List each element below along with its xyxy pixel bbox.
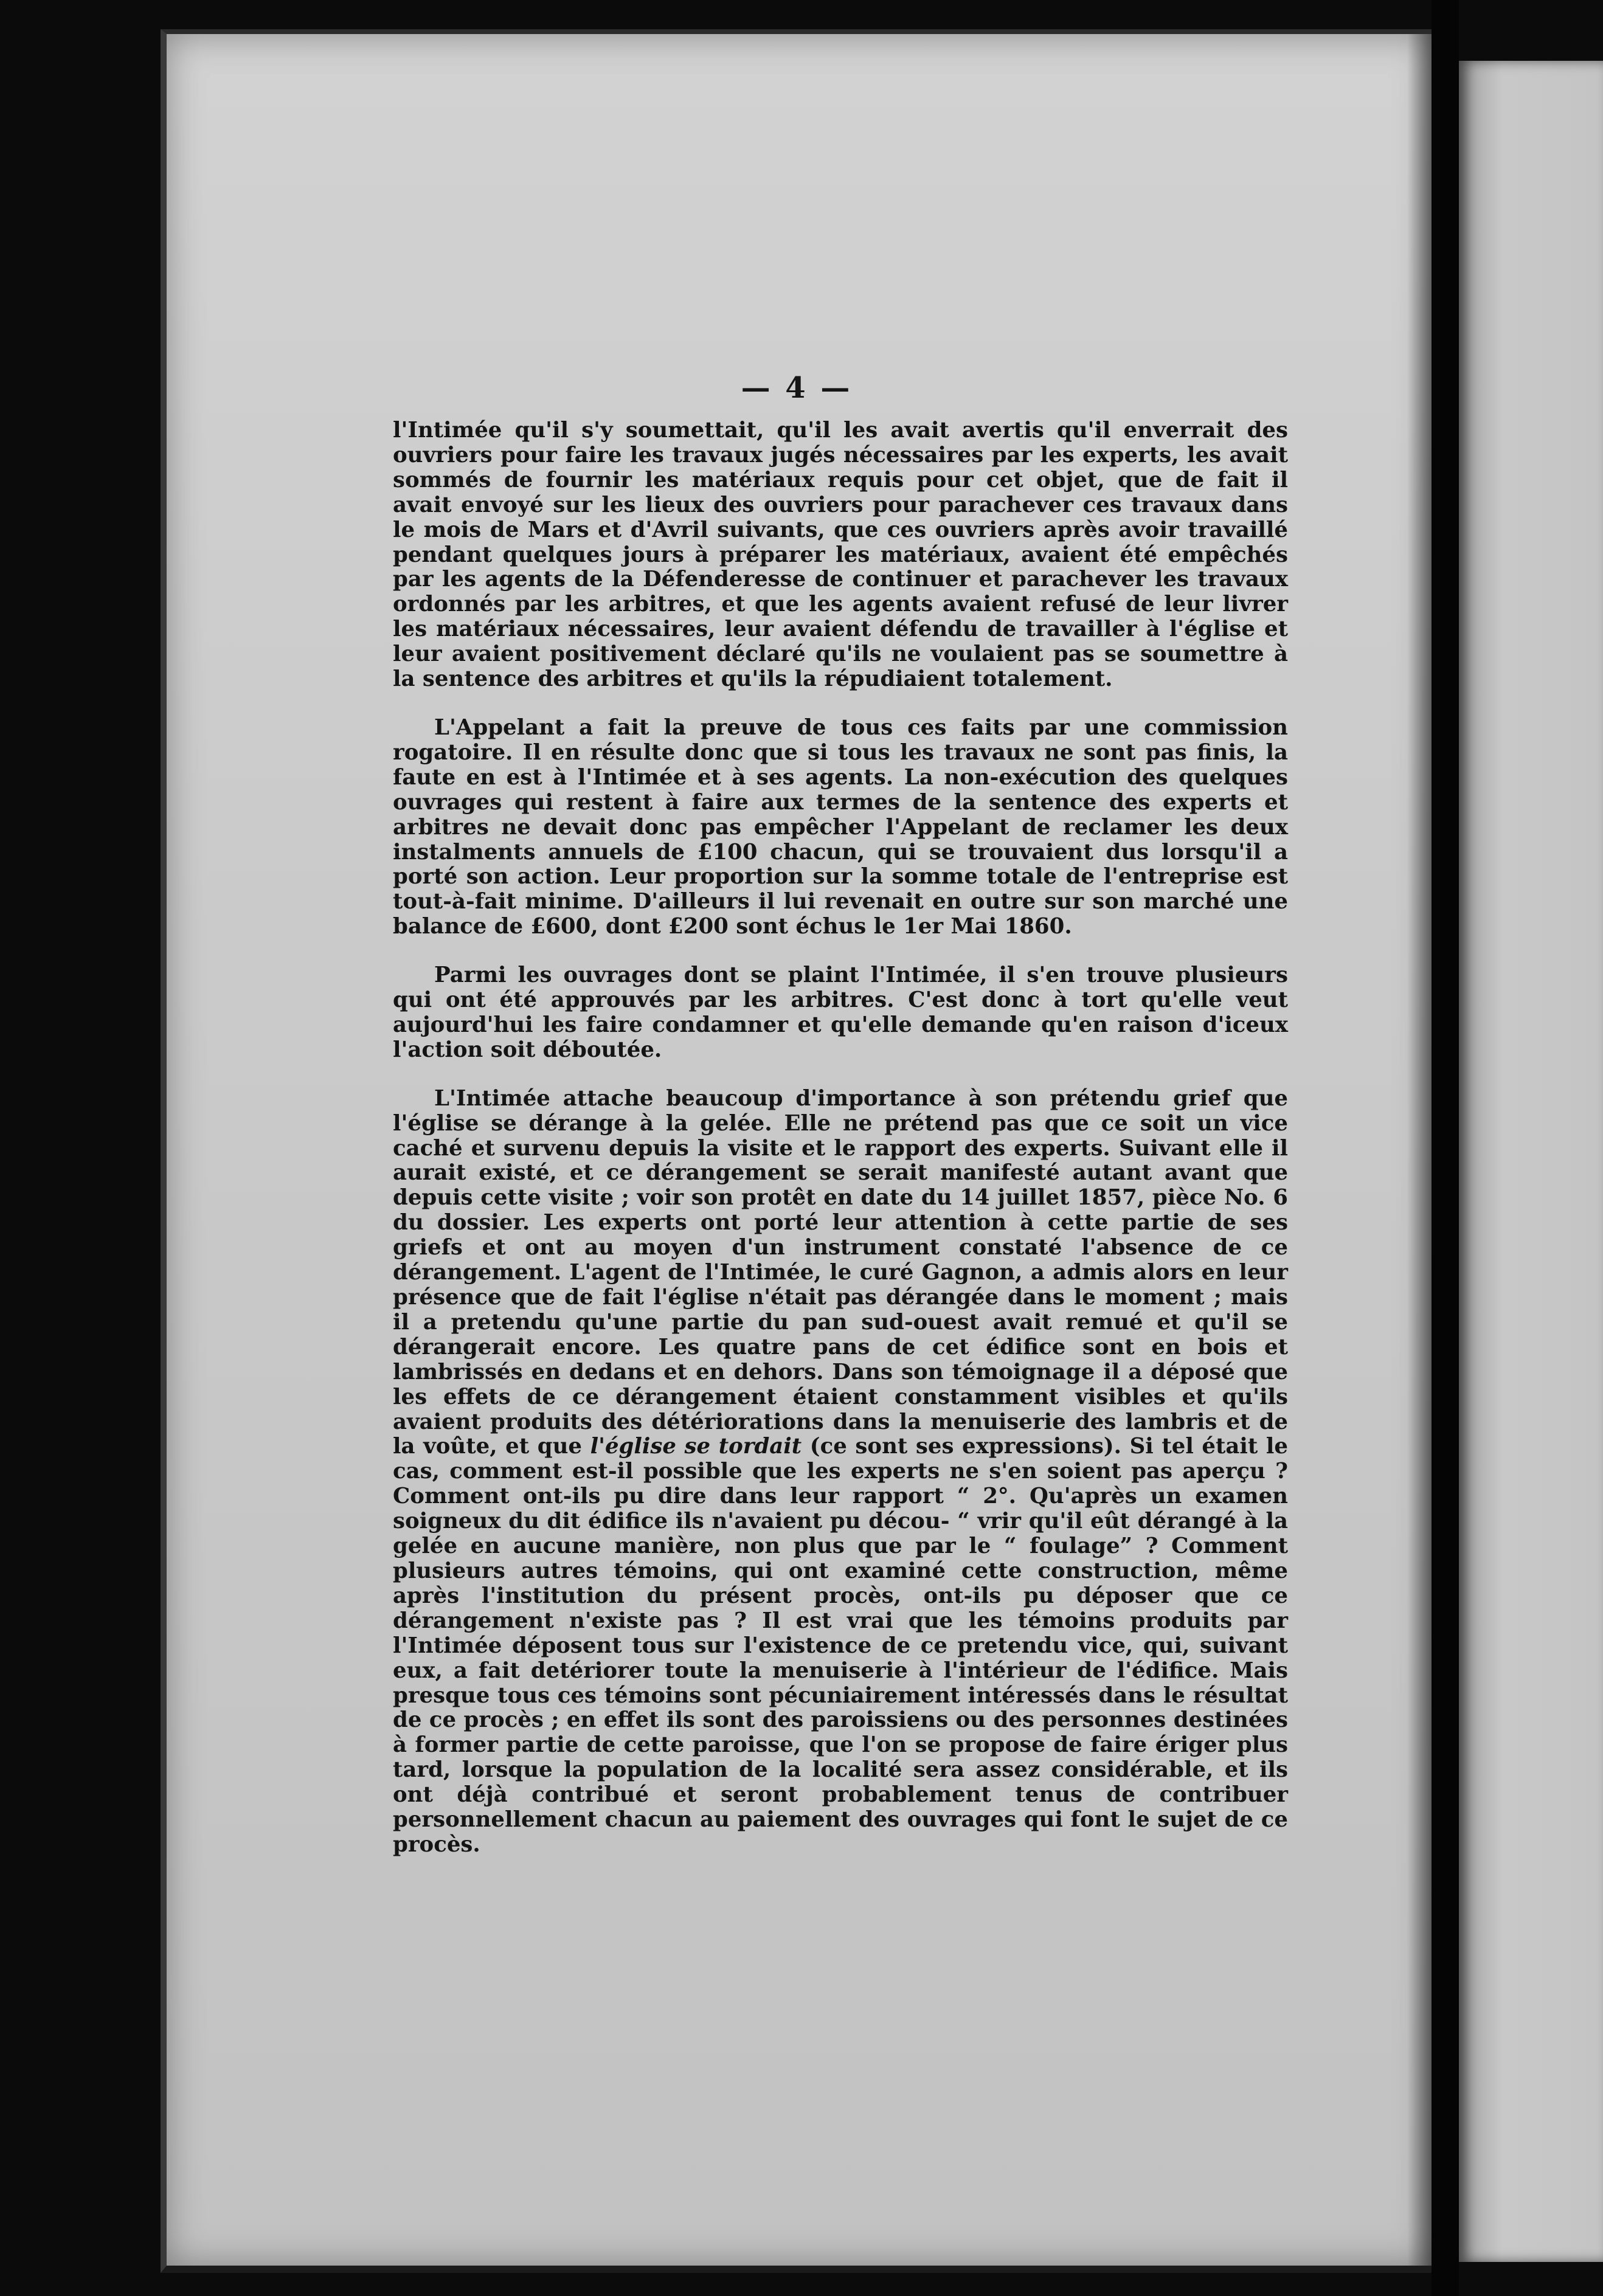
adjacent-page-edge [1459, 61, 1603, 2262]
paragraph-4-part-2: (ce sont ses expressions). Si tel était le cas, comment est-il possible que les experts ne s'en soient pas aperçu ? Comment ont-ils pu dire dans leur rapport “ 2°. Qu'après un examen soigneux du dit édifice ils n'avaient pu décou- “ vrir qu'il eût dérangé à la gelée en aucune manière, non plus que par le “ foulage” ? Comment plusieurs autres témoins, qui ont examiné cette construction, même après l'institution du présent procès, ont-ils pu déposer que ce dérangement n'existe pas ? Il est vrai que les témoins produits par l'Intimée déposent tous sur l'existence de ce pretendu vice, qui, suivant eux, a fait detériorer toute la menuiserie à l'intérieur de l'édifice. Mais presque tous ces témoins sont pécuniairement intéressés dans le résultat de ce procès ; en effet ils sont des paroissiens ou des personnes destinées à former partie de cette paroisse, que l'on se propose de faire ériger plus tard, lorsque la population de la localité sera assez considérable, et ils ont déjà contribué et seront probablement tenus de contribuer personnellement chacun au paiement des ouvrages qui font le sujet de ce procès. [393, 1434, 1288, 1857]
paragraph-3: Parmi les ouvrages dont se plaint l'Intimée, il s'en trouve plusieurs qui ont été approuvés par les arbitres. C'est donc à tort qu'elle veut aujourd'hui les faire condamner et qu'elle demande qu'en raison d'iceux l'action soit déboutée. [393, 963, 1288, 1062]
paragraph-1: l'Intimée qu'il s'y soumettait, qu'il les avait avertis qu'il enverrait des ouvriers pour faire les travaux jugés nécessaires par les experts, les avait sommés de fournir les matériaux requis pour cet objet, que de fait il avait envoyé sur les lieux des ouvriers pour parachever ces travaux dans le mois de Mars et d'Avril suivants, que ces ouvriers après avoir travaillé pendant quelques jours à préparer les matériaux, avaient été empêchés par les agents de la Défenderesse de continuer et parachever les travaux ordonnés par les arbitres, et que les agents avaient refusé de leur livrer les matériaux nécessaires, leur avaient défendu de travailler à l'église et leur avaient positivement déclaré qu'ils ne voulaient pas se soumettre à la sentence des arbitres et qu'ils la répudiaient totalement. [393, 418, 1288, 692]
page-number: — 4 — [741, 371, 853, 405]
paragraph-4 [393, 1087, 1288, 1858]
paragraph-4-part-1: L'Intimée attache beaucoup d'importance à son prétendu grief que l'église se dérange à la gelée. Elle ne prétend pas que ce soit un vice caché et survenu depuis la visite et le rapport des experts. Suivant elle il aurait existé, et ce dérangement se serait manifesté autant avant que depuis cette visite ; voir son protêt en date du 14 juillet 1857, pièce No. 6 du dossier. Les experts ont porté leur attention à cette partie de ses griefs et ont au moyen d'un instrument constaté l'absence de ce dérangement. L'agent de l'Intimée, le curé Gagnon, a admis alors en leur présence que de fait l'église n'était pas dérangée dans le moment ; mais il a pretendu qu'une partie du pan sud-ouest avait remué et qu'il se dérangerait encore. Les quatre pans de cet édifice sont en bois et lambrissés en dedans et en dehors. Dans son témoignage il a déposé que les effets de ce dérangement étaient constamment visibles et qu'ils avaient produits des détériorations dans la menuiserie des lambris et de la voûte, et que [393, 1085, 1288, 1459]
paragraph-2: L'Appelant a fait la preuve de tous ces faits par une commission rogatoire. Il en résulte donc que si tous les travaux ne sont pas finis, la faute en est à l'Intimée et à ses agents. La non-exécution des quelques ouvrages qui restent à faire aux termes de la sentence des experts et arbitres ne devait donc pas empêcher l'Appelant de reclamer les deux instalments annuels de £100 chacun, qui se trouvaient dus lorsqu'il a porté son action. Leur proportion sur la somme totale de l'entreprise est tout-à-fait minime. D'ailleurs il lui revenait en outre sur son marché une balance de £600, dont £200 sont échus le 1er Mai 1860. [393, 714, 1288, 939]
book-spine-gutter [1432, 0, 1459, 2296]
paragraph-4-italic-quote: l'église se tordait [590, 1434, 802, 1459]
body-text [393, 418, 1288, 1858]
